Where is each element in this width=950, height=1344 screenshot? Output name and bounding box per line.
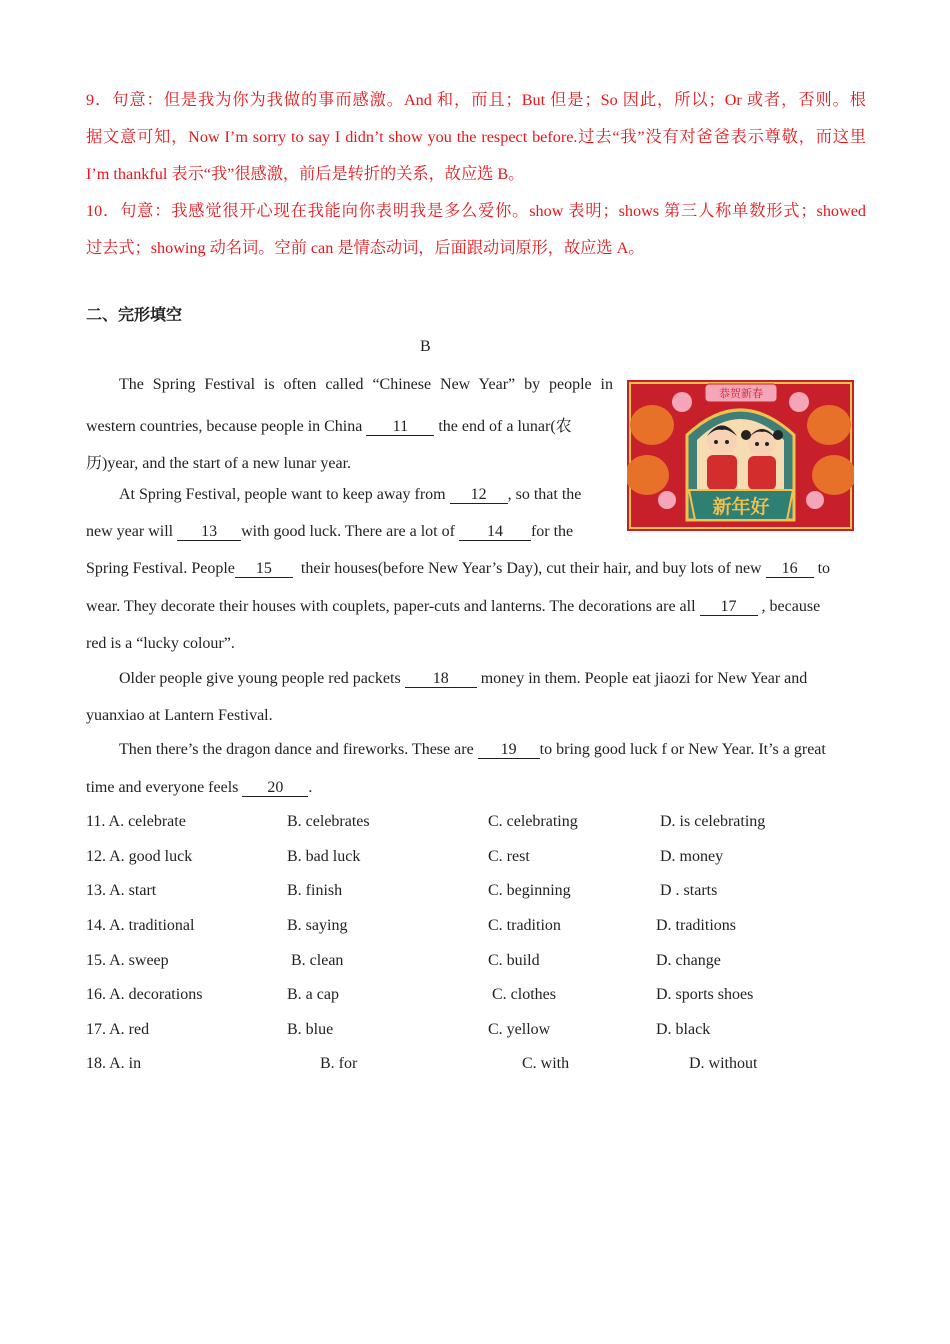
- option-a: 16. A. decorations: [86, 986, 203, 1003]
- passage-text: , because: [757, 598, 821, 615]
- passage-text: At Spring Festival, people want to keep away from: [119, 486, 450, 503]
- option-b: B. celebrates: [287, 813, 370, 830]
- option-a: 18. A. in: [86, 1055, 142, 1072]
- passage-line: [86, 523, 573, 541]
- option-c: C. yellow: [488, 1021, 551, 1038]
- option-a: 13. A. start: [86, 882, 157, 899]
- option-d: D. black: [656, 1021, 711, 1038]
- option-a: 15. A. sweep: [86, 952, 169, 969]
- blank-19: 19: [478, 742, 540, 759]
- option-c: C. beginning: [488, 882, 571, 899]
- option-d: D. sports shoes: [656, 986, 754, 1003]
- passage-letter: B: [420, 338, 431, 355]
- passage-text: , so that the: [507, 486, 582, 503]
- passage-line: [86, 560, 830, 578]
- picture-greeting-text: 新年好: [712, 496, 770, 518]
- answer-line: 10．句意：我感觉很开心现在我能向你表明我是多么爱你。show 表明；shows 第三人称单数形式；showed: [86, 202, 866, 220]
- passage-text: western countries, because people in China: [86, 418, 367, 435]
- passage-line: red is a “lucky colour”.: [86, 635, 235, 652]
- passage-line: [119, 741, 826, 759]
- option-a: 17. A. red: [86, 1021, 150, 1038]
- option-d: D. is celebrating: [660, 813, 766, 830]
- option-b: B. blue: [287, 1021, 334, 1038]
- option-c: C. rest: [488, 848, 530, 865]
- picture-banner-text: 恭贺新春: [719, 387, 763, 400]
- section-title: 二、完形填空: [86, 305, 183, 324]
- option-d: D. without: [689, 1055, 758, 1072]
- option-d: D . starts: [660, 882, 718, 899]
- passage-line: [86, 413, 613, 436]
- blank-20: 20: [242, 780, 308, 797]
- passage-text: to bring good luck f or New Year. It’s a great: [539, 741, 826, 758]
- blank-18: 18: [405, 671, 477, 688]
- answer-line: 过去式；showing 动名词。空前 can 是情态动词，后面跟动词原形，故应选 A。: [86, 239, 645, 257]
- option-d: D. change: [656, 952, 721, 969]
- blank-17: 17: [700, 599, 758, 616]
- blank-12: 12: [450, 487, 508, 504]
- blank-14: 14: [459, 524, 531, 541]
- option-a: 14. A. traditional: [86, 917, 195, 934]
- passage-text: Spring Festival. People: [86, 560, 235, 577]
- passage-text: new year will: [86, 523, 178, 540]
- blank-13: 13: [177, 524, 241, 541]
- passage-text: the end of a lunar(农: [434, 418, 572, 435]
- option-d: D. traditions: [656, 917, 736, 934]
- passage-text: with good luck. There are a lot of: [241, 523, 459, 540]
- option-c: C. clothes: [492, 986, 556, 1003]
- answer-line: I’m thankful 表示“我”很感激，前后是转折的关系，故应选 B。: [86, 165, 525, 183]
- passage-line: [86, 779, 312, 797]
- option-b: B. a cap: [287, 986, 339, 1003]
- option-b: B. saying: [287, 917, 348, 934]
- option-b: B. bad luck: [287, 848, 361, 865]
- option-c: C. with: [522, 1055, 570, 1072]
- answer-line: 据文意可知，Now I’m sorry to say I didn’t show you the respect before.过去“我”没有对爸爸表示尊敬，而这里: [86, 128, 866, 146]
- option-b: B. finish: [287, 882, 343, 899]
- passage-line: The Spring Festival is often called “Chinese New Year” by people in: [119, 376, 613, 393]
- blank-16: 16: [766, 561, 814, 578]
- new-year-illustration: [627, 380, 854, 531]
- option-b: B. clean: [291, 952, 344, 969]
- passage-text: to: [813, 560, 831, 577]
- blank-11: 11: [366, 419, 434, 436]
- option-c: C. celebrating: [488, 813, 578, 830]
- option-a: 12. A. good luck: [86, 848, 193, 865]
- passage-line: 历)year, and the start of a new lunar year.: [86, 455, 352, 472]
- passage-text: money in them. People eat jiaozi for New Year and: [476, 670, 808, 687]
- passage-text: time and everyone feels: [86, 779, 243, 796]
- passage-line: [119, 670, 807, 688]
- answer-explanation-9: [86, 82, 866, 193]
- passage-text: their houses(before New Year’s Day), cut their hair, and buy lots of new: [292, 560, 766, 577]
- option-d: D. money: [660, 848, 724, 865]
- passage-text: for the: [530, 523, 574, 540]
- option-a: 11. A. celebrate: [86, 813, 186, 830]
- passage-text: Then there’s the dragon dance and fireworks. These are: [119, 741, 478, 758]
- passage-line: [119, 486, 581, 504]
- passage-text: .: [308, 779, 313, 796]
- answer-explanation-10: [86, 193, 866, 267]
- passage-line: yuanxiao at Lantern Festival.: [86, 707, 273, 724]
- blank-15: 15: [235, 561, 293, 578]
- passage-line: [86, 598, 820, 616]
- passage-text: Older people give young people red packets: [119, 670, 405, 687]
- option-c: C. tradition: [488, 917, 561, 934]
- passage-text: wear. They decorate their houses with couplets, paper-cuts and lanterns. The decorations are all: [86, 598, 700, 615]
- answer-line: 9．句意：但是我为你为我做的事而感激。And 和，而且；But 但是；So 因此，所以；Or 或者，否则。根: [86, 91, 866, 109]
- option-c: C. build: [488, 952, 540, 969]
- option-b: B. for: [320, 1055, 358, 1072]
